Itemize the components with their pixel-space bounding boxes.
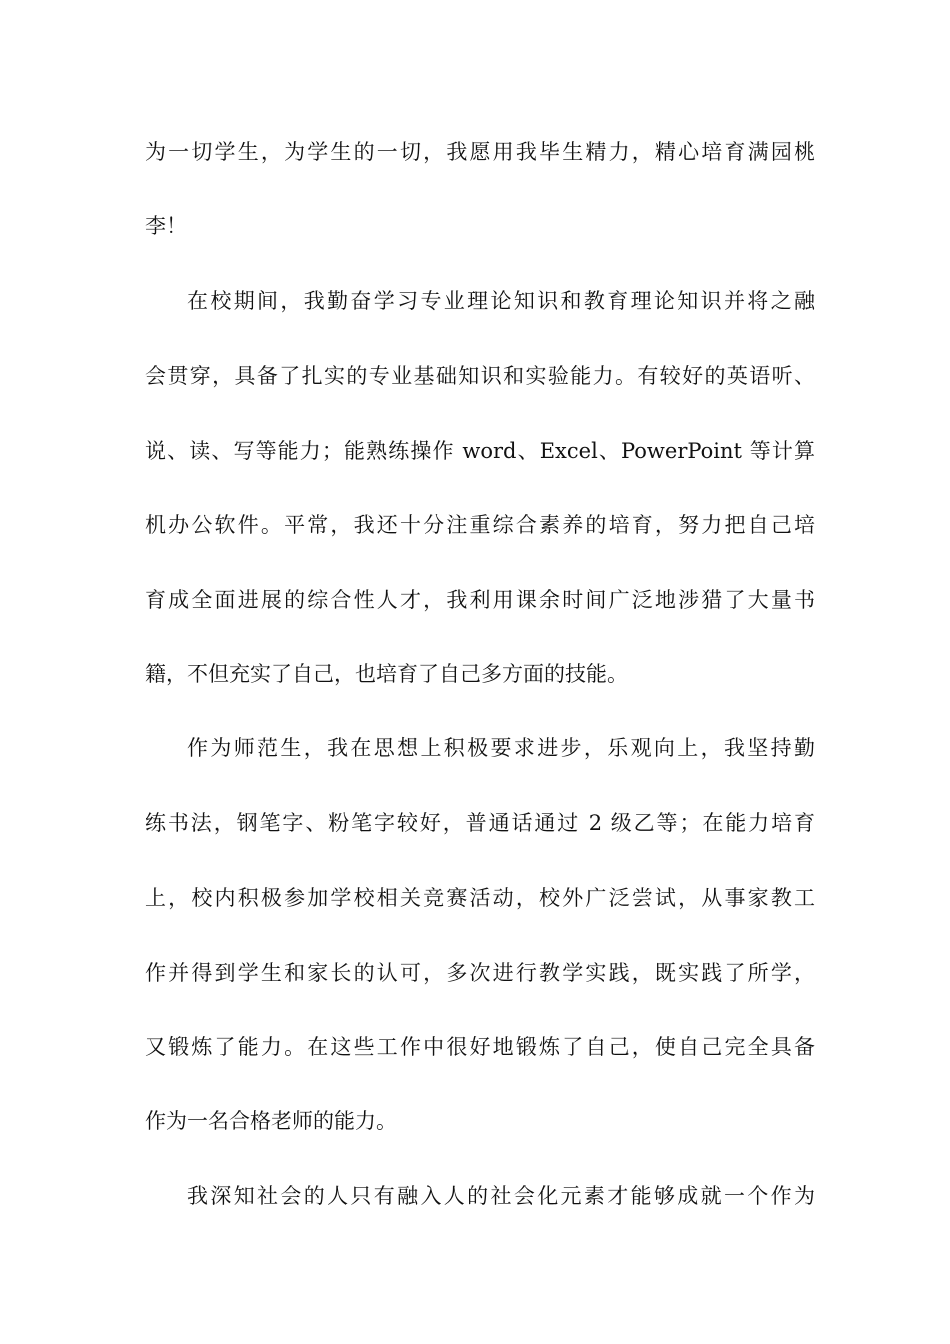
- text-line: 在校期间，我勤奋学习专业理论知识和教育理论知识并将之融: [187, 289, 815, 313]
- text-line: 又锻炼了能力。在这些工作中很好地锻炼了自己，使自己完全具备: [145, 1035, 815, 1059]
- text-line: 我深知社会的人只有融入人的社会化元素才能够成就一个作为: [187, 1184, 815, 1208]
- text-line: 作为师范生，我在思想上积极要求进步，乐观向上，我坚持勤: [187, 736, 815, 760]
- text-line: 机办公软件。平常，我还十分注重综合素养的培育，努力把自己培: [145, 513, 815, 537]
- text-line: 籍，不但充实了自己，也培育了自己多方面的技能。: [145, 662, 628, 686]
- text-line: 作为一名合格老师的能力。: [145, 1109, 397, 1133]
- text-line: 李！: [145, 214, 187, 238]
- text-line: 会贯穿，具备了扎实的专业基础知识和实验能力。有较好的英语听、: [145, 364, 815, 388]
- text-line: 上，校内积极参加学校相关竞赛活动，校外广泛尝试，从事家教工: [145, 886, 815, 910]
- text-line: 练书法，钢笔字、粉笔字较好，普通话通过 2 级乙等；在能力培育: [145, 811, 815, 835]
- text-line: 为一切学生，为学生的一切，我愿用我毕生精力，精心培育满园桃: [145, 140, 815, 164]
- text-line: 育成全面进展的综合性人才，我利用课余时间广泛地涉猎了大量书: [145, 588, 815, 612]
- text-line: 说、读、写等能力；能熟练操作 word、Excel、PowerPoint 等计算: [145, 439, 815, 463]
- text-line: 作并得到学生和家长的认可，多次进行教学实践，既实践了所学，: [145, 961, 815, 985]
